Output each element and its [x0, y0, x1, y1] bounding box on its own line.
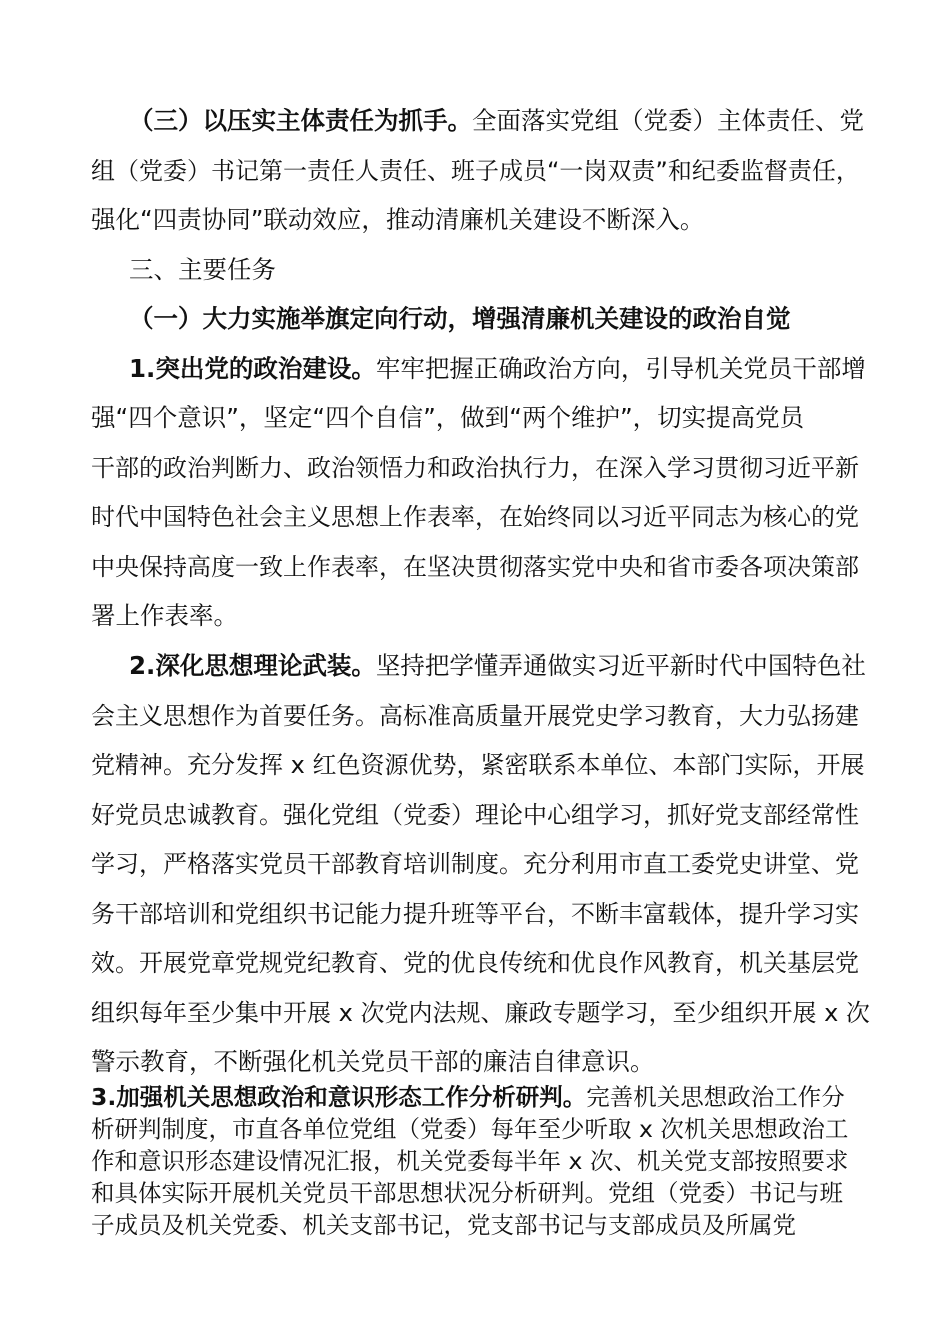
paragraph-text: 全面落实党组（党委）主体责任、党 — [472, 106, 864, 135]
paragraph-line: 学习，严格落实党员干部教育培训制度。充分利用市直工委党史讲堂、党 — [91, 850, 859, 878]
paragraph-line: 党精神。充分发挥 x 红色资源优势，紧密联系本单位、本部门实际，开展 — [91, 751, 865, 779]
paragraph-text: 坚持把学懂弄通做实习近平新时代中国特色社 — [375, 651, 866, 680]
paragraph-lead: 1.突出党的政治建设。 — [129, 354, 376, 383]
paragraph-line — [91, 1082, 845, 1112]
paragraph-line: 强化“四责协同”联动效应，推动清廉机关建设不断深入。 — [91, 205, 705, 234]
subsection-heading: （一）大力实施举旗定向行动，增强清廉机关建设的政治自觉 — [129, 304, 791, 333]
paragraph-line: 署上作表率。 — [91, 601, 238, 630]
paragraph-line: 组（党委）书记第一责任人责任、班子成员“一岗双责”和纪委监督责任， — [91, 157, 860, 185]
paragraph-line: 强“四个意识”，坚定“四个自信”，做到“两个维护”，切实提高党员 — [91, 403, 805, 432]
paragraph-line: 和具体实际开展机关党员干部思想状况分析研判。党组（党委）书记与班 — [91, 1179, 843, 1207]
paragraph-line: 会主义思想作为首要任务。高标准高质量开展党史学习教育，大力弘扬建 — [91, 702, 859, 730]
paragraph-lead: （三）以压实主体责任为抓手。 — [129, 106, 472, 135]
paragraph-line: 中央保持高度一致上作表率，在坚决贯彻落实党中央和省市委各项决策部 — [91, 553, 859, 581]
paragraph-lead: 2.深化思想理论武装。 — [129, 651, 376, 680]
paragraph-line — [129, 651, 866, 681]
paragraph-line: 析研判制度，市直各单位党组（党委）每年至少听取 x 次机关思想政治工 — [91, 1115, 849, 1143]
paragraph-line: 效。开展党章党规党纪教育、党的优良传统和优良作风教育，机关基层党 — [91, 949, 859, 977]
paragraph-line: 组织每年至少集中开展 x 次党内法规、廉政专题学习，至少组织开展 x 次 — [91, 999, 870, 1027]
paragraph-text: 牢牢把握正确政治方向，引导机关党员干部增 — [375, 354, 866, 383]
paragraph-line: 好党员忠诚教育。强化党组（党委）理论中心组学习，抓好党支部经常性 — [91, 801, 859, 829]
paragraph-line: 警示教育，不断强化机关党员干部的廉洁自律意识。 — [91, 1047, 655, 1076]
paragraph-text: 完善机关思想政治工作分 — [586, 1083, 845, 1111]
paragraph-line: 时代中国特色社会主义思想上作表率，在始终同以习近平同志为核心的党 — [91, 503, 859, 531]
paragraph-lead: 3.加强机关思想政治和意识形态工作分析研判。 — [91, 1083, 587, 1111]
paragraph-line — [129, 354, 866, 384]
paragraph-line: 务干部培训和党组织书记能力提升班等平台，不断丰富载体，提升学习实 — [91, 900, 859, 928]
paragraph-line: 子成员及机关党委、机关支部书记，党支部书记与支部成员及所属党 — [91, 1211, 796, 1239]
paragraph-line: 作和意识形态建设情况汇报，机关党委每半年 x 次、机关党支部按照要求 — [91, 1147, 849, 1175]
section-heading: 三、主要任务 — [129, 255, 276, 284]
paragraph-line — [129, 106, 864, 136]
paragraph-line: 干部的政治判断力、政治领悟力和政治执行力，在深入学习贯彻习近平新 — [91, 454, 859, 482]
